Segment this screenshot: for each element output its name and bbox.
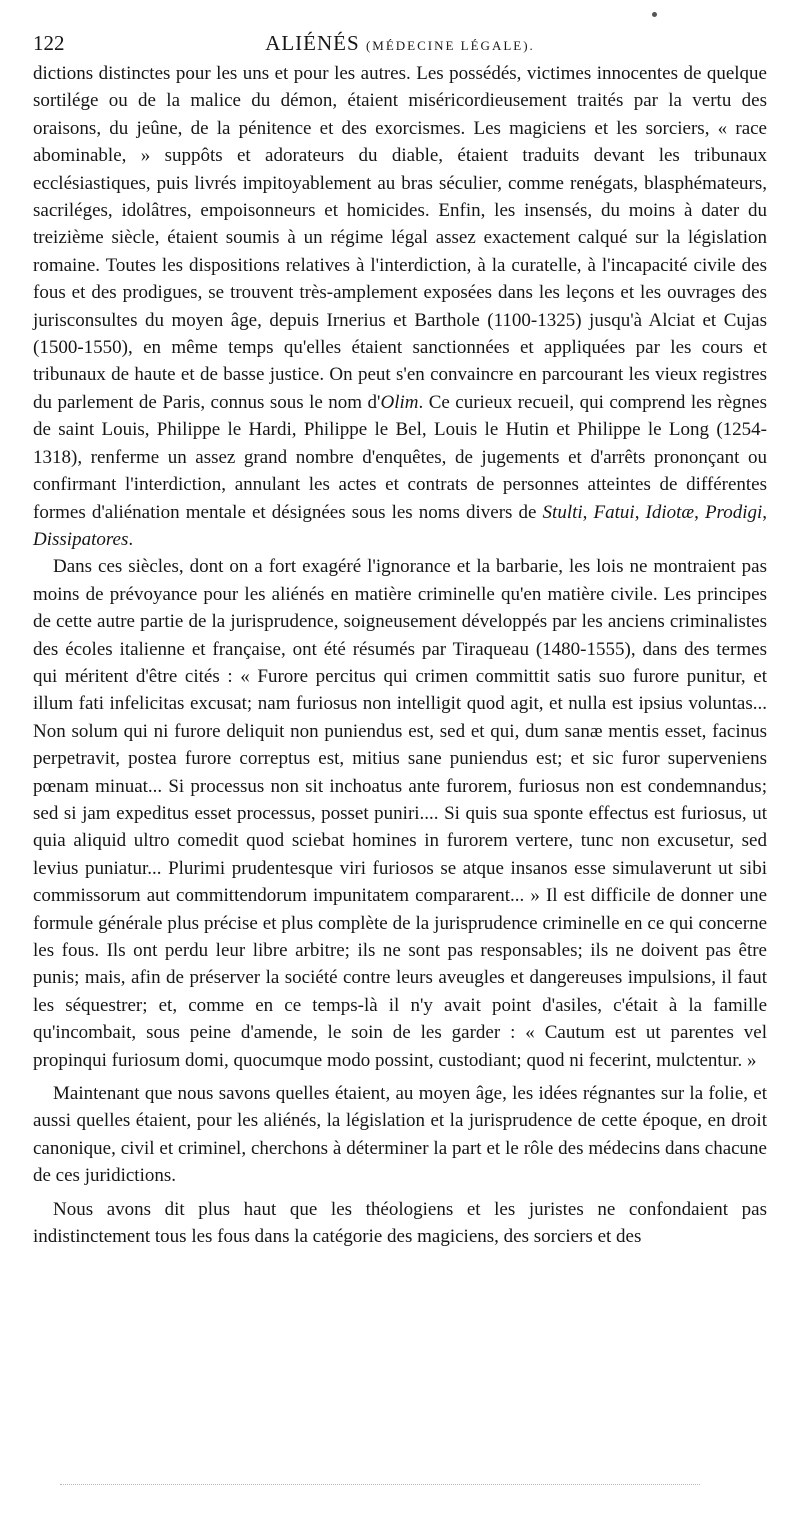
text-run: , xyxy=(762,501,768,523)
italic-term: Dissipatores xyxy=(33,528,129,550)
italic-term: Fatui xyxy=(593,501,635,523)
text-run: Maintenant que nous savons quelles étaient, au moyen âge, les idées régnantes sur la folie, et aussi quelles étaient, pour les aliénés, la législation et la jurisprudence de cette époque, en droit canonique, civil et criminel, cherchons à déterminer la part et le rôle des médecins dans chacune de ces juridictions. xyxy=(33,1083,767,1187)
page-number: 122 xyxy=(33,31,65,55)
italic-term: Stulti xyxy=(542,501,583,523)
text-run: Dans ces siècles, dont on a fort exagéré l'ignorance et la barbarie, les lois ne montraient pas moins de prévoyance pour les aliénés en matière criminelle qu'en matière civile. Les principes de cette autre partie de la jurisprudence, soigneusement développés par les anciens criminalistes des écoles italienne et française, ont été résumés par Tiraqueau (1480-1555), dans des termes qui méritent d'être cités : « Furore percitus qui crimen committit satis suo furore punitur, et illum fati infelicitas excusat; nam furiosus non intelligit quod agit, et nulla est ipsius voluntas... Non solum qui ni furore deliquit non puniendus est, sed et qui, dum sanæ mentis esset, facinus perpetravit, postea furore correptus est, mitius sane puniendus est; et sic furor superveniens pœnam minuat... Si processus non sit inchoatus ante furorem, furiosus non est condemnandus; sed si jam expeditus esset processus, posset puniri.... Si quis sua sponte effectus est furiosus, ut quia aliquid ultro comedit quod sciebat homines in furorem vertere, tunc non excusetur, sed levius puniatur... Plurimi prudentesque viri furiosos se atque insanos esse simulaverunt ut sibi commissorum aut committendorum impunitatem compararent... » Il est difficile de donner une formule générale plus précise et plus complète de la jurisprudence criminelle en ce qui concerne les fous. Ils ont perdu leur libre arbitre; ils ne sont pas responsables; ils ne doivent pas être punis; mais, afin de préserver la société contre leurs aveugles et dangereuses impulsions, il faut les séquestrer; et, comme en ce temps-là il n'y avait point d'asiles, c'était à la famille qu'incombait, sous peine d'amende, le soin de les garder : « Cautum est ut parentes vel propinqui furiosum domi, quocumque modo possint, custodiant; quod ni fecerint, mulctentur. » xyxy=(33,556,767,1071)
running-title-main: ALIÉNÉS xyxy=(265,31,360,55)
body-text xyxy=(33,60,767,1250)
paragraph-1 xyxy=(33,60,767,553)
text-run: Nous avons dit plus haut que les théologiens et les juristes ne confondaient pas indistinctement tous les fous dans la catégorie des magiciens, des sorciers et des xyxy=(33,1198,767,1248)
paragraph-3 xyxy=(33,1080,767,1190)
italic-term: Prodigi xyxy=(704,501,763,523)
text-run: , xyxy=(634,501,646,523)
text-run: . xyxy=(128,528,134,550)
running-title-subtitle: (MÉDECINE LÉGALE). xyxy=(365,38,535,53)
paragraph-4 xyxy=(33,1196,767,1251)
italic-term: Olim xyxy=(380,391,419,413)
page-header xyxy=(33,28,767,58)
footer-rule xyxy=(60,1484,700,1485)
ink-speck xyxy=(652,12,657,17)
text-run: dictions distinctes pour les uns et pour les autres. Les possédés, victimes innocentes de quelque sortilége ou de la malice du démon, étaient miséricordieusement traités par la vertu des oraisons, du jeûne, de la pénitence et des exorcismes. Les magiciens et les sorciers, « race abominable, » suppôts et adorateurs du diable, étaient traduits devant les tribunaux ecclésiastiques, puis livrés impitoyablement au bras séculier, comme renégats, blasphémateurs, sacriléges, idolâtres, empoisonneurs et homicides. Enfin, les insensés, du moins à dater du treizième siècle, étaient soumis à un régime légal assez exactement calqué sur la législation romaine. Toutes les dispositions relatives à l'interdiction, à la curatelle, à l'incapacité civile des fous et des prodigues, se trouvent très-amplement exposées dans les leçons et les ouvrages des jurisconsultes du moyen âge, depuis Irnerius et Barthole (1100-1325) jusqu'à Alciat et Cujas (1500-1550), en même temps qu'elles étaient sanctionnées et appliquées par les cours et tribunaux de haute et de basse justice. On peut s'en convaincre en parcourant les vieux registres du parlement de Paris, connus sous le nom d' xyxy=(33,63,767,413)
text-run: . Ce curieux recueil, qui comprend les règnes de saint Louis, Philippe le Hardi, Philippe le Bel, Louis le Hutin et Philippe le Long (1254-1318), renferme un assez grand nombre d'enquêtes, de jugements et d'arrêts prononçant ou confirmant l'interdiction, annulant les actes et contrats de personnes atteintes de différentes formes d'aliénation mentale et désignées sous les noms divers de xyxy=(33,391,767,523)
paragraph-2 xyxy=(33,553,767,1074)
italic-term: Idiotæ xyxy=(645,501,695,523)
running-title xyxy=(33,28,767,61)
text-run: , xyxy=(582,501,594,523)
book-page xyxy=(33,28,767,1250)
text-run: , xyxy=(694,501,705,523)
